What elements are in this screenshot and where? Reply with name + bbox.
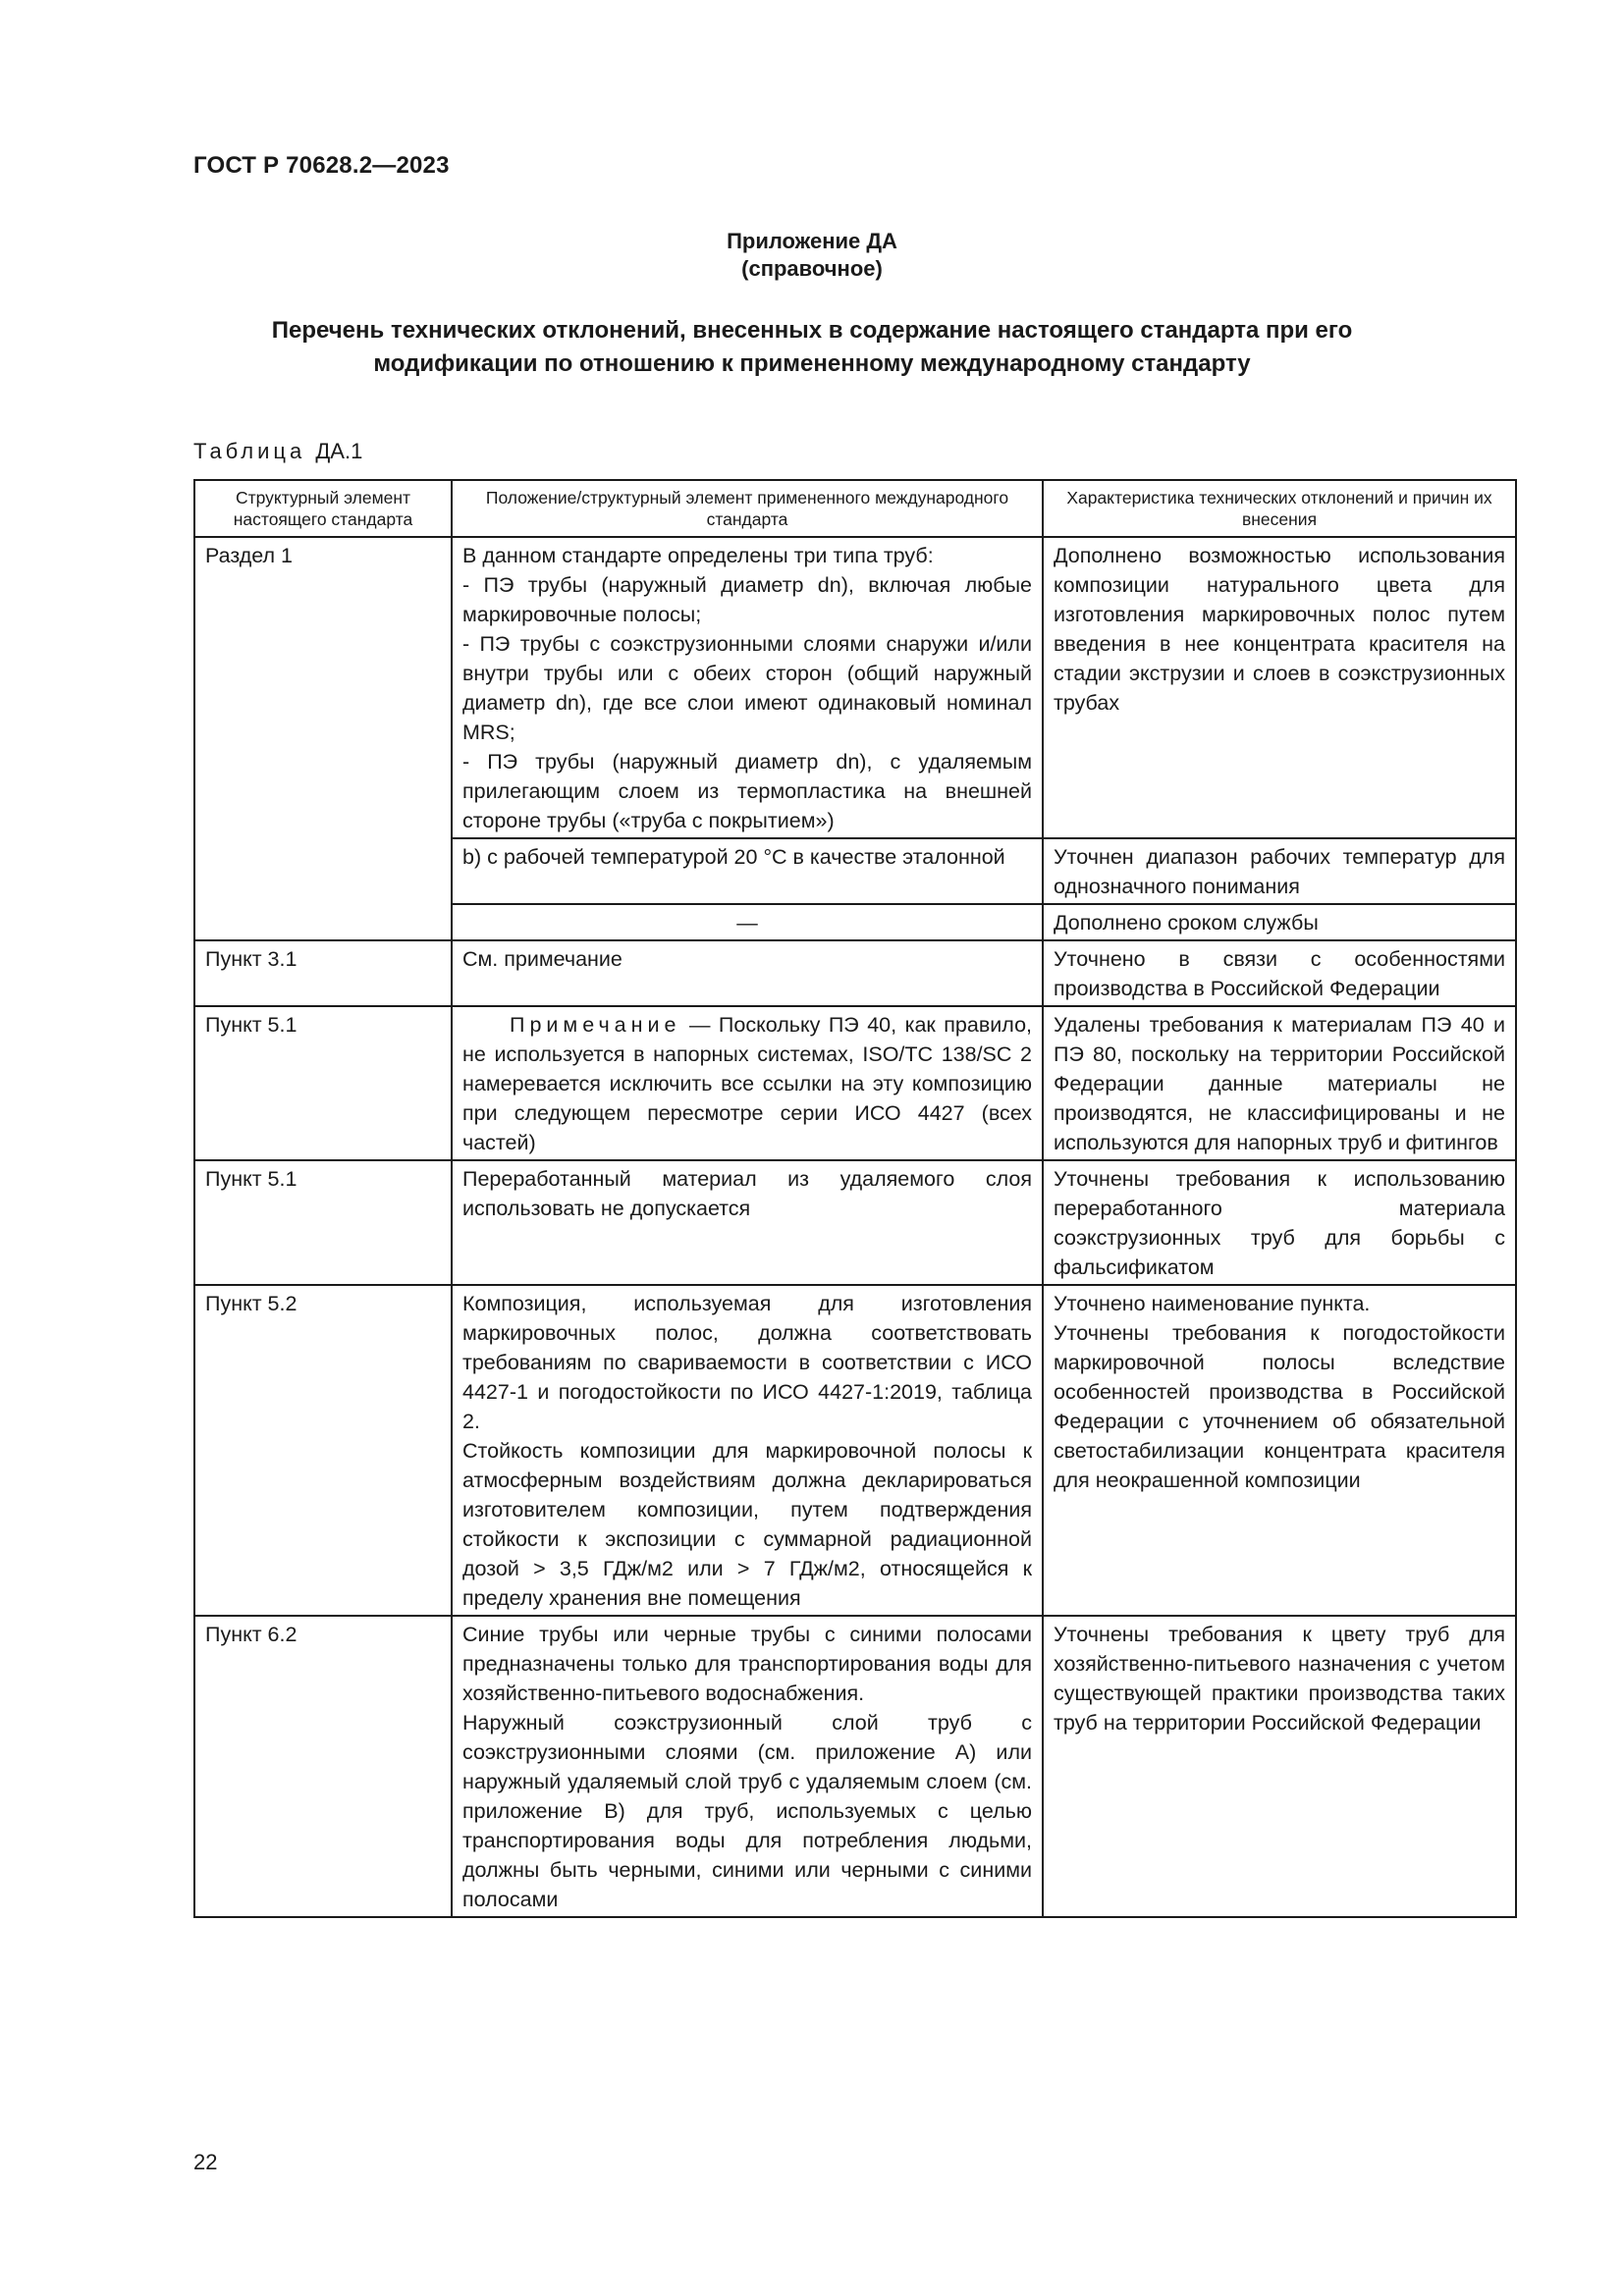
annex-title: Приложение ДА [727,229,897,253]
cell-position: См. примечание [452,940,1043,1006]
cell-position [452,1006,1043,1160]
cell-position: Переработанный материал из удаляемого слоя использовать не допускается [452,1160,1043,1285]
table-caption-number: ДА.1 [315,439,363,463]
cell-position [452,1616,1043,1917]
position-line: Синие трубы или черные трубы с синими полосами предназначены только для транспортирования воды для хозяйственно-питьевого водоснабжения. [462,1623,1032,1705]
position-line: В данном стандарте определены три типа труб: [462,544,934,567]
cell-element: Пункт 5.1 [194,1006,452,1160]
cell-characteristic: Уточнены требования к использованию переработанного материала соэкструзионных труб для борьбы с фальсификатом [1043,1160,1516,1285]
cell-position: — [452,904,1043,940]
cell-characteristic: Удалены требования к материалам ПЭ 40 и ПЭ 80, поскольку на территории Российской Федерации данные материалы не производятся, не классифицированы и не используются для напорных труб и фитингов [1043,1006,1516,1160]
annex-heading: Перечень технических отклонений, внесенных в содержание настоящего стандарта при его модификации по отношению к примененному международному стандарту [271,317,1353,377]
cell-characteristic: Уточнены требования к цвету труб для хозяйственно-питьевого назначения с учетом существующей практики производства таких труб на территории Российской Федерации [1043,1616,1516,1917]
header-cell-position: Положение/структурный элемент примененного международного стандарта [452,480,1043,537]
annex-subtitle: (справочное) [741,256,883,281]
table-row [194,1285,1516,1616]
cell-position: b) с рабочей температурой 20 °С в качестве эталонной [452,838,1043,904]
characteristic-line: Уточнено наименование пункта. [1054,1292,1371,1315]
table-row [194,940,1516,1006]
table-caption-label: Таблица [193,439,306,463]
note-text [462,1010,1032,1157]
page-number: 22 [193,2150,218,2174]
cell-characteristic: Уточнен диапазон рабочих температур для однозначного понимания [1043,838,1516,904]
table-caption [193,439,362,464]
position-line: Композиция, используемая для изготовления маркировочных полос, должна соответствовать требованиям по свариваемости в соответствии с ИСО 4427-1 и погодостойкости по ИСО 4427-1:2019, таблица 2. [462,1292,1032,1433]
cell-element: Пункт 5.2 [194,1285,452,1616]
characteristic-line: Уточнены требования к погодостойкости маркировочной полосы вследствие особенностей производства в Российской Федерации с уточнением об обязательной светостабилизации концентрата красителя для неокрашенной композиции [1054,1321,1505,1492]
position-line: - ПЭ трубы (наружный диаметр dn), с удаляемым прилегающим слоем из термопластика на внешней стороне трубы («труба с покрытием») [462,750,1032,832]
position-line: - ПЭ трубы с соэкструзионными слоями снаружи и/или внутри трубы или с обеих сторон (общий наружный диаметр dn), где все слои имеют одинаковый номинал MRS; [462,632,1032,744]
cell-element: Пункт 5.1 [194,1160,452,1285]
cell-characteristic: Дополнено сроком службы [1043,904,1516,940]
position-line: Наружный соэкструзионный слой труб с соэкструзионными слоями (см. приложение А) или наружный удаляемый слой труб с удаляемым слоем (см. приложение В) для труб, используемых с целью транспортирования воды для потребления людьми, должны быть черными, синими или черными с синими полосами [462,1711,1032,1911]
header-cell-characteristic: Характеристика технических отклонений и причин их внесения [1043,480,1516,537]
annex-title-block [0,228,1624,283]
cell-characteristic: Уточнено в связи с особенностями производства в Российской Федерации [1043,940,1516,1006]
document-code: ГОСТ Р 70628.2—2023 [193,152,450,179]
table-row [194,1160,1516,1285]
cell-position [452,1285,1043,1616]
header-cell-element: Структурный элемент настоящего стандарта [194,480,452,537]
cell-characteristic: Дополнено возможностью использования композиции натурального цвета для изготовления маркировочных полос путем введения в нее концентрата красителя на стадии экструзии и слоев в соэкструзионных трубах [1043,537,1516,838]
position-line: - ПЭ трубы (наружный диаметр dn), включая любые маркировочные полосы; [462,573,1032,626]
table-row [194,1006,1516,1160]
table-row [194,1616,1516,1917]
table-row [194,537,1516,838]
deviations-table [193,479,1517,1918]
note-label: Примечание [510,1013,681,1037]
cell-element: Пункт 6.2 [194,1616,452,1917]
cell-position [452,537,1043,838]
table-header-row [194,480,1516,537]
cell-characteristic [1043,1285,1516,1616]
cell-element: Пункт 3.1 [194,940,452,1006]
position-line: Стойкость композиции для маркировочной полосы к атмосферным воздействиям должна декларироваться изготовителем композиции, путем подтверждения стойкости к экспозиции с суммарной радиационной дозой > 3,5 ГДж/м2 или > 7 ГДж/м2, относящейся к пределу хранения вне помещения [462,1439,1032,1610]
cell-element: Раздел 1 [194,537,452,940]
note-body: — Поскольку ПЭ 40, как правило, не используется в напорных системах, ISO/TC 138/SC 2 намеревается исключить все ссылки на эту композицию при следующем пересмотре серии ИСО 4427 (всех частей) [462,1013,1032,1154]
